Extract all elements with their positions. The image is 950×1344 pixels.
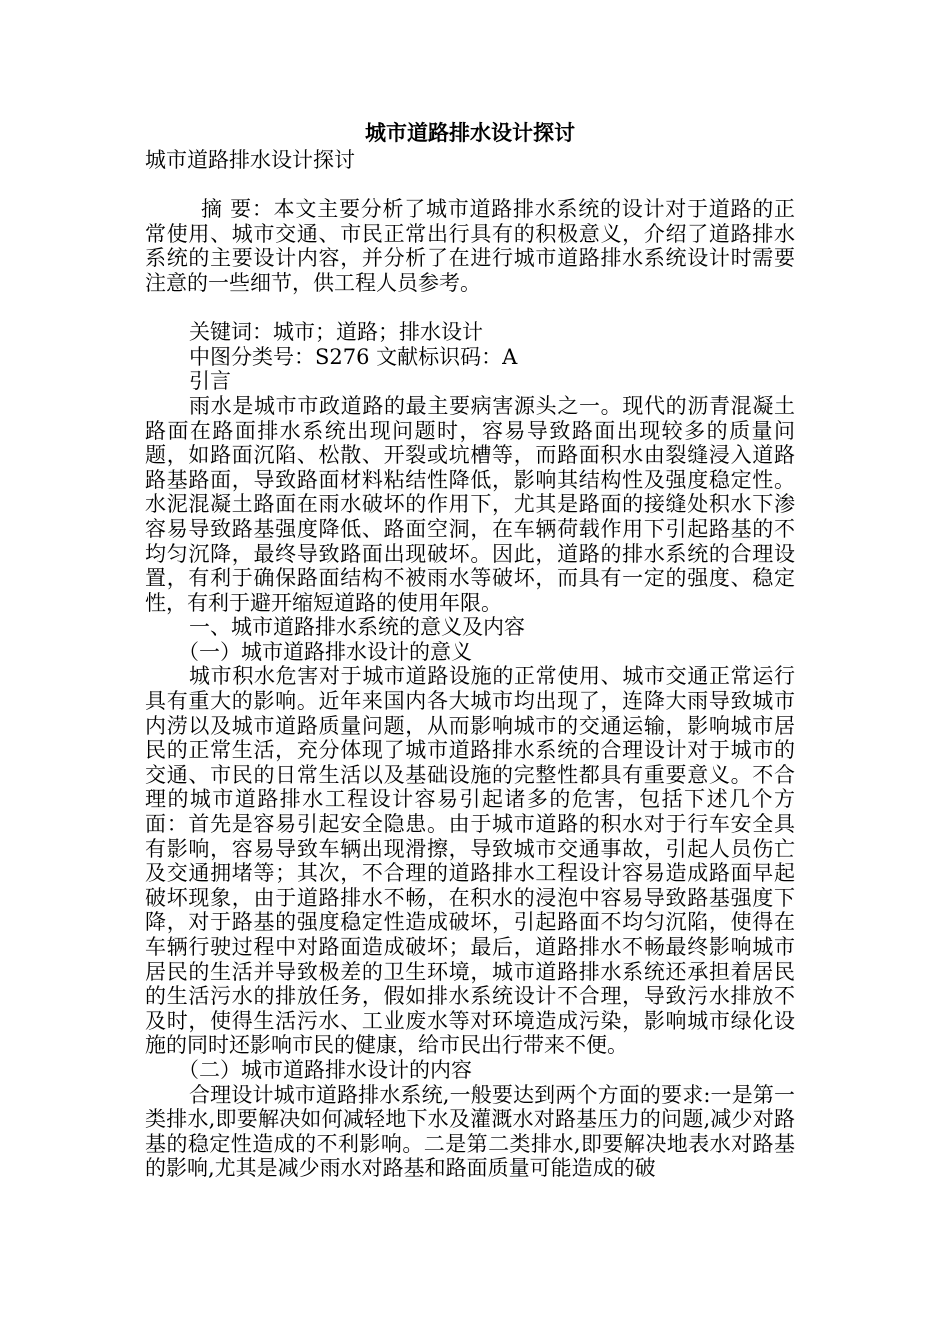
intro-paragraph: 雨水是城市市政道路的最主要病害源头之一。现代的沥青混凝土路面在路面排水系统出现问题时，容易导致路面出现较多的质量问题，如路面沉陷、松散、开裂或坑槽等，而路面积水由裂缝浸入道路路基路面，导致路面材料粘结性降低，影响其结构性及强度稳定性。水泥混凝土路面在雨水破坏的作用下，尤其是路面的接缝处积水下渗容易导致路基强度降低、路面空洞，在车辆荷载作用下引起路基的不均匀沉降，最终导致路面出现破坏。因此，道路的排水系统的合理设置，有利于确保路面结构不被雨水等破坏，而具有一定的强度、稳定性，有利于避开缩短道路的使用年限。 [145,393,795,615]
section-1-2-heading: （二）城市道路排水设计的内容 [178,1057,472,1082]
document-page [145,118,795,1181]
document-subtitle: 城市道路排水设计探讨 [145,148,355,172]
section-1-1-paragraph: 城市积水危害对于城市道路设施的正常使用、城市交通正常运行具有重大的影响。近年来国内各大城市均出现了，连降大雨导致城市内涝以及城市道路质量问题，从而影响城市的交通运输，影响城市居民的正常生活，充分体现了城市道路排水系统的合理设计对于城市的交通、市民的日常生活以及基础设施的完整性都具有重要意义。不合理的城市道路排水工程设计容易引起诸多的危害，包括下述几个方面：首先是容易引起安全隐患。由于城市道路的积水对于行车安全具有影响，容易导致车辆出现滑擦，导致城市交通事故，引起人员伤亡及交通拥堵等；其次，不合理的道路排水工程设计容易造成路面早起破坏现象，由于道路排水不畅，在积水的浸泡中容易导致路基强度下降，对于路基的强度稳定性造成破坏，引起路面不均匀沉陷，使得在车辆行驶过程中对路面造成破坏；最后，道路排水不畅最终影响城市居民的生活并导致极差的卫生环境，城市道路排水系统还承担着居民的生活污水的排放任务，假如排水系统设计不合理，导致污水排放不及时，使得生活污水、工业废水等对环境造成污染，影响城市绿化设施的同时还影响市民的健康，给市民出行带来不便。 [145,664,795,1058]
section-1-heading: 一、城市道路排水系统的意义及内容 [189,615,525,640]
keywords-line: 关键词：城市；道路；排水设计 [189,320,483,345]
intro-heading: 引言 [189,369,231,394]
abstract-paragraph: 摘 要：本文主要分析了城市道路排水系统的设计对于道路的正常使用、城市交通、市民正常出行具有的积极意义，介绍了道路排水系统的主要设计内容，并分析了在进行城市道路排水系统设计时需要注意的一些细节，供工程人员参考。 [145,197,795,295]
section-1-1-heading: （一）城市道路排水设计的意义 [178,639,472,664]
classification-line: 中图分类号：S276 文献标识码：A [189,344,518,369]
section-1-2-paragraph: 合理设计城市道路排水系统,一般要达到两个方面的要求:一是第一类排水,即要解决如何减轻地下水及灌溉水对路基压力的问题,减少对路基的稳定性造成的不利影响。二是第二类排水,即要解决地表水对路基的影响,尤其是减少雨水对路基和路面质量可能造成的破 [145,1082,795,1181]
document-title: 城市道路排水设计探讨 [365,120,575,145]
